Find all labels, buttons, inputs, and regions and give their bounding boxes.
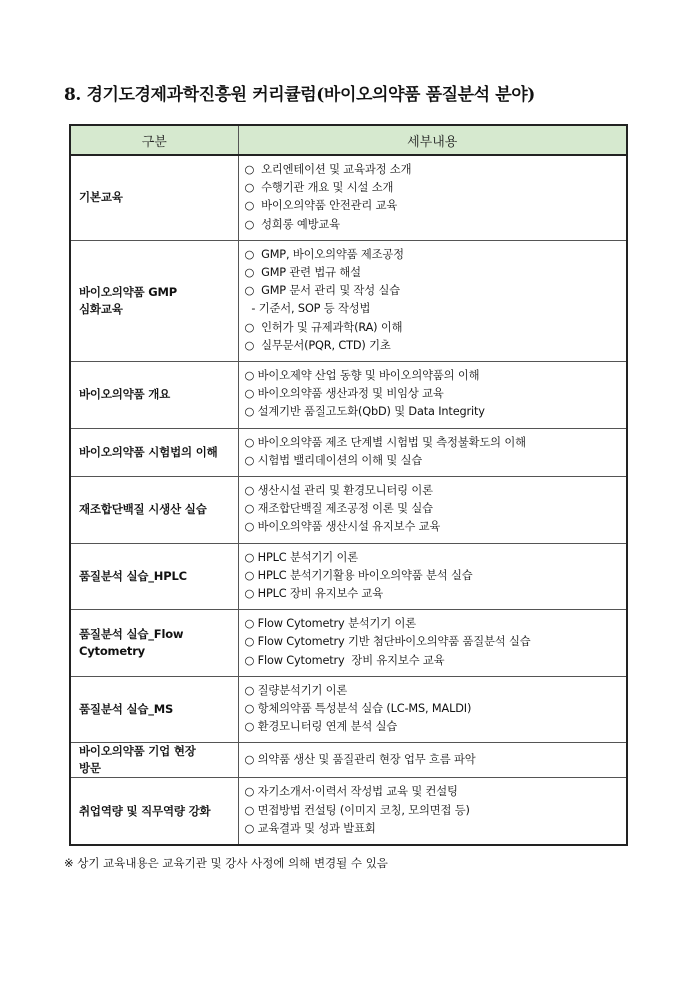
category-cell: 바이오의약품 GMP 심화교육 bbox=[70, 240, 238, 361]
detail-list bbox=[245, 783, 623, 838]
list-item: ○ 성희롱 예방교육 bbox=[244, 217, 340, 231]
category-cell: 바이오의약품 기업 현장 방문 bbox=[70, 743, 238, 778]
list-item: ○ HPLC 분석기기 이론 bbox=[244, 550, 358, 564]
list-item: ○ GMP 문서 관리 및 작성 실습 bbox=[244, 284, 401, 298]
list-item: ○ 바이오의약품 안전관리 교육 bbox=[244, 199, 398, 213]
list-item: ○ 인허가 및 규제과학(RA) 이해 bbox=[244, 320, 403, 334]
list-item: ○ 질량분석기기 이론 bbox=[244, 683, 348, 697]
table-body bbox=[70, 155, 627, 845]
detail-list bbox=[245, 615, 623, 670]
table-row bbox=[70, 743, 627, 778]
detail-cell bbox=[238, 428, 627, 476]
list-item: ○ GMP 관련 법규 해설 bbox=[244, 266, 361, 280]
detail-cell bbox=[238, 743, 627, 778]
detail-list bbox=[245, 682, 623, 737]
category-cell: 취업역량 및 직무역량 강화 bbox=[70, 778, 238, 845]
detail-cell bbox=[238, 676, 627, 743]
list-item: ○ 의약품 생산 및 품질관리 현장 업무 흐름 파악 bbox=[244, 752, 476, 766]
list-item: ○ Flow Cytometry 분석기기 이론 bbox=[244, 617, 417, 631]
list-item: ○ Flow Cytometry 장비 유지보수 교육 bbox=[244, 653, 445, 667]
list-item: ○ 항체의약품 특성분석 실습 (LC-MS, MALDI) bbox=[244, 702, 472, 716]
detail-list bbox=[245, 246, 623, 355]
table-row bbox=[70, 610, 627, 677]
detail-cell bbox=[238, 155, 627, 240]
list-item: ○ 면접방법 컨설팅 (이미지 코칭, 모의면접 등) bbox=[244, 803, 470, 817]
list-item: ○ 바이오의약품 제조 단계별 시험법 및 측정불확도의 이해 bbox=[244, 435, 526, 449]
table-row bbox=[70, 477, 627, 544]
detail-list bbox=[245, 161, 623, 234]
table-row bbox=[70, 778, 627, 845]
list-item: ○ 오리엔테이션 및 교육과정 소개 bbox=[244, 163, 412, 176]
category-cell: 바이오의약품 시험법의 이해 bbox=[70, 428, 238, 476]
list-item: ○ 생산시설 관리 및 환경모니터링 이론 bbox=[244, 484, 433, 498]
category-cell: 품질분석 실습_MS bbox=[70, 676, 238, 743]
detail-cell bbox=[238, 610, 627, 677]
list-item: ○ 환경모니터링 연계 분석 실습 bbox=[244, 720, 398, 734]
list-item: - 기준서, SOP 등 작성법 bbox=[244, 302, 371, 316]
detail-cell bbox=[238, 543, 627, 610]
detail-list bbox=[245, 751, 623, 769]
table-row bbox=[70, 543, 627, 610]
column-header-category: 구분 bbox=[70, 125, 238, 155]
page-title: 8. 경기도경제과학진흥원 커리큘럼(바이오의약품 품질분석 분야) bbox=[64, 85, 535, 105]
list-item: ○ HPLC 분석기기활용 바이오의약품 분석 실습 bbox=[244, 568, 473, 582]
list-item: ○ GMP, 바이오의약품 제조공정 bbox=[244, 247, 404, 261]
list-item: ○ 재조합단백질 제조공정 이론 및 실습 bbox=[244, 502, 433, 516]
detail-list bbox=[245, 367, 623, 422]
list-item: ○ 자기소개서·이력서 작성법 교육 및 컨설팅 bbox=[244, 785, 458, 799]
detail-cell bbox=[238, 778, 627, 845]
list-item: ○ 바이오제약 산업 동향 및 바이오의약품의 이해 bbox=[244, 369, 480, 383]
category-cell: 기본교육 bbox=[70, 155, 238, 240]
detail-cell bbox=[238, 477, 627, 544]
list-item: ○ 실무문서(PQR, CTD) 기초 bbox=[244, 338, 391, 352]
list-item: ○ 교육결과 및 성과 발표회 bbox=[244, 821, 376, 835]
category-cell: 품질분석 실습_HPLC bbox=[70, 543, 238, 610]
category-cell: 재조합단백질 시생산 실습 bbox=[70, 477, 238, 544]
detail-list bbox=[245, 434, 623, 470]
detail-list bbox=[245, 482, 623, 537]
table-row bbox=[70, 676, 627, 743]
table-row bbox=[70, 362, 627, 429]
category-cell: 품질분석 실습_Flow Cytometry bbox=[70, 610, 238, 677]
detail-list bbox=[245, 549, 623, 604]
detail-cell bbox=[238, 362, 627, 429]
list-item: ○ 바이오의약품 생산시설 유지보수 교육 bbox=[244, 520, 441, 534]
detail-cell bbox=[238, 240, 627, 361]
table-row bbox=[70, 240, 627, 361]
list-item: ○ 시험법 밸리데이션의 이해 및 실습 bbox=[244, 453, 423, 467]
table-row bbox=[70, 428, 627, 476]
list-item: ○ HPLC 장비 유지보수 교육 bbox=[244, 587, 383, 601]
list-item: ○ 설계기반 품질고도화(QbD) 및 Data Integrity bbox=[244, 405, 485, 419]
list-item: ○ 수행기관 개요 및 시설 소개 bbox=[244, 181, 394, 195]
column-header-details: 세부내용 bbox=[238, 125, 627, 155]
category-cell: 바이오의약품 개요 bbox=[70, 362, 238, 429]
table-row bbox=[70, 155, 627, 240]
curriculum-table bbox=[69, 124, 628, 846]
list-item: ○ 바이오의약품 생산과정 및 비임상 교육 bbox=[244, 387, 444, 401]
list-item: ○ Flow Cytometry 기반 첨단바이오의약품 품질분석 실습 bbox=[244, 635, 531, 649]
table-header-row bbox=[70, 125, 627, 155]
footnote: ※ 상기 교육내용은 교육기관 및 강사 사정에 의해 변경될 수 있음 bbox=[64, 856, 388, 870]
